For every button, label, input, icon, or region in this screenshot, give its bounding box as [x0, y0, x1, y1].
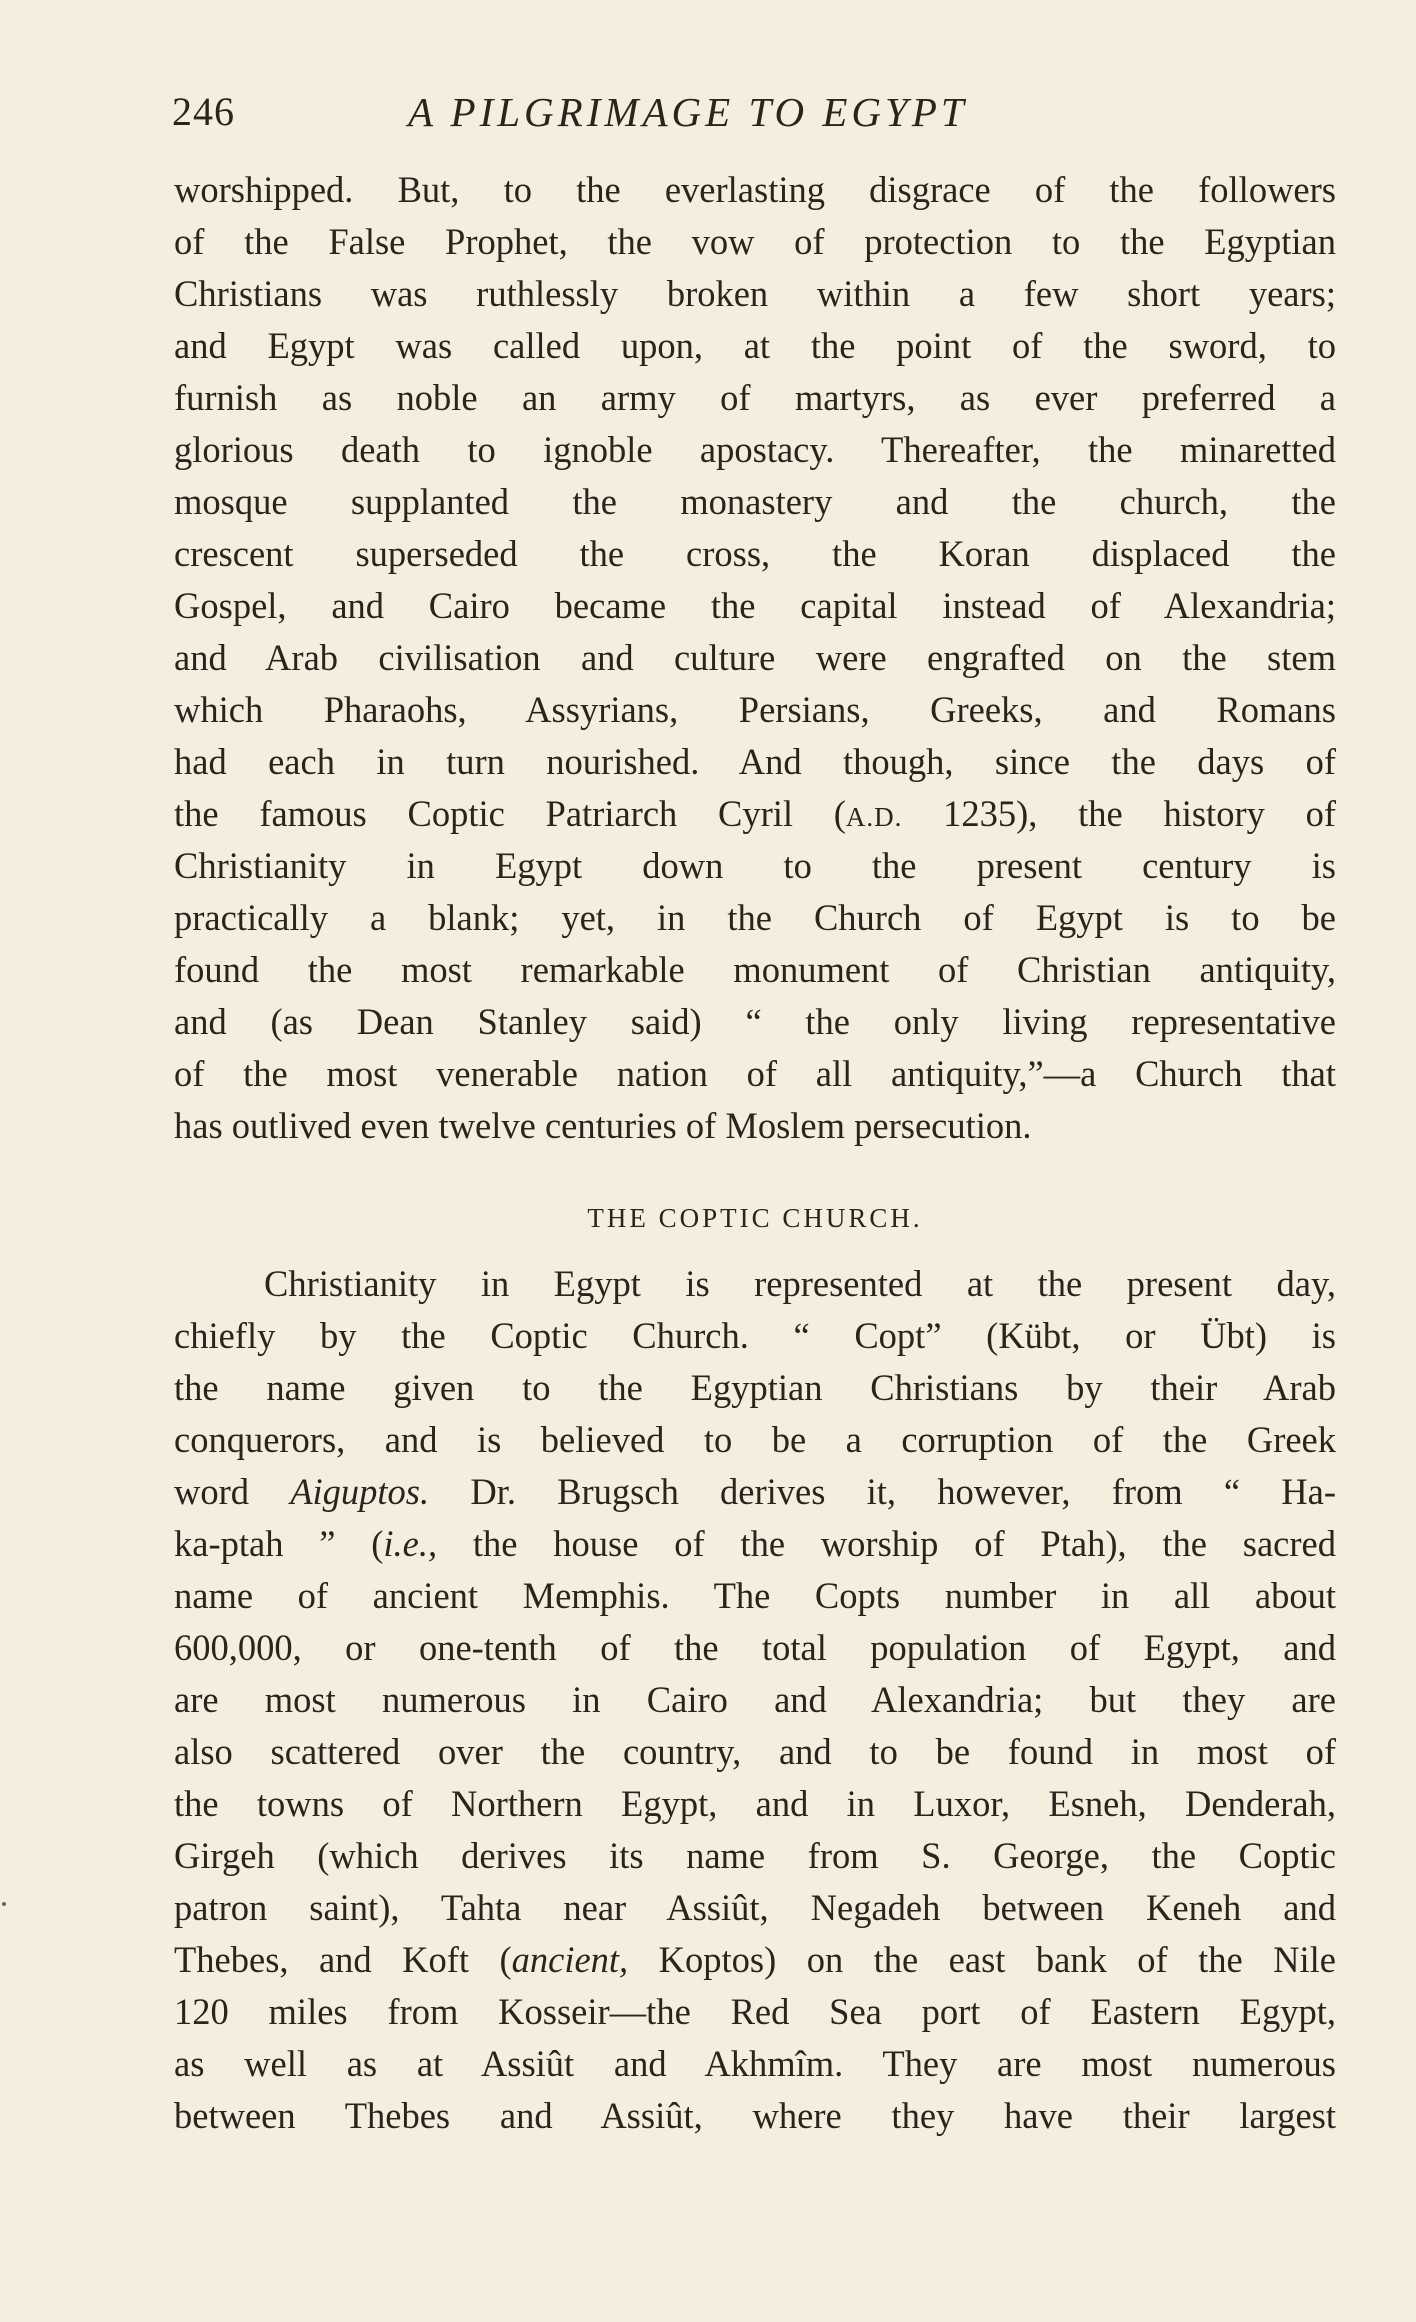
- text-line: Christianity in Egypt down to the present century is: [174, 845, 1336, 886]
- text-run: Dr. Brugsch derives it, however, from “ Ha-: [429, 1471, 1337, 1512]
- text-line: has outlived even twelve centuries of Moslem persecution.: [174, 1105, 1032, 1146]
- text-line: name of ancient Memphis. The Copts number in all about: [174, 1575, 1336, 1616]
- text-line: [174, 1934, 1336, 1986]
- text-line: of the False Prophet, the vow of protection to the Egyptian: [174, 221, 1336, 262]
- text-line: chiefly by the Coptic Church. “ Copt” (Kübt, or Übt) is: [174, 1315, 1336, 1356]
- running-title: A PILGRIMAGE TO EGYPT: [408, 89, 968, 135]
- text-line: practically a blank; yet, in the Church of Egypt is to be: [174, 897, 1336, 938]
- text-line: furnish as noble an army of martyrs, as ever preferred a: [174, 377, 1336, 418]
- italic-word: ancient,: [511, 1939, 629, 1980]
- text-run: Thebes, and Koft (: [174, 1939, 512, 1980]
- text-line: [174, 788, 1336, 840]
- text-line: conquerors, and is believed to be a corruption of the Greek: [174, 1419, 1336, 1460]
- text-run: Koptos) on the east bank of the Nile: [628, 1939, 1336, 1980]
- text-line: glorious death to ignoble apostacy. Thereafter, the minaretted: [174, 429, 1336, 470]
- text-run: word: [174, 1471, 291, 1512]
- text-line: the towns of Northern Egypt, and in Luxor, Esneh, Denderah,: [174, 1783, 1336, 1824]
- text-line: Christians was ruthlessly broken within a few short years;: [174, 273, 1336, 314]
- text-line: as well as at Assiût and Akhmîm. They are most numerous: [174, 2043, 1336, 2084]
- text-line: Gospel, and Cairo became the capital instead of Alexandria;: [174, 585, 1336, 626]
- text-line: and (as Dean Stanley said) “ the only living representative: [174, 1001, 1336, 1042]
- text-line: and Egypt was called upon, at the point of the sword, to: [174, 325, 1336, 366]
- text-line: patron saint), Tahta near Assiût, Negadeh between Keneh and: [174, 1887, 1336, 1928]
- text-line: worshipped. But, to the everlasting disgrace of the followers: [174, 169, 1336, 210]
- italic-word: Aiguptos.: [290, 1471, 430, 1512]
- text-line: Girgeh (which derives its name from S. George, the Coptic: [174, 1835, 1336, 1876]
- text-line: Christianity in Egypt is represented at the present day,: [264, 1263, 1336, 1304]
- text-line: are most numerous in Cairo and Alexandria; but they are: [174, 1679, 1336, 1720]
- text-line: [174, 1466, 1336, 1518]
- text-line: found the most remarkable monument of Christian antiquity,: [174, 949, 1336, 990]
- text-run: 1235), the history of: [902, 793, 1336, 834]
- text-line: [174, 1518, 1336, 1570]
- margin-speck: [2, 1902, 6, 1906]
- text-line: and Arab civilisation and culture were engrafted on the stem: [174, 637, 1336, 678]
- text-line: of the most venerable nation of all antiquity,”—a Church that: [174, 1053, 1336, 1094]
- paragraph-1: [174, 164, 1336, 1152]
- text-run: the house of the worship of Ptah), the sacred: [437, 1523, 1336, 1564]
- text-line: crescent superseded the cross, the Koran displaced the: [174, 533, 1336, 574]
- text-line: between Thebes and Assiût, where they have their largest: [174, 2095, 1336, 2136]
- running-head: [172, 82, 1338, 142]
- text-run: ka-ptah ” (: [174, 1523, 384, 1564]
- text-line: 600,000, or one-tenth of the total population of Egypt, and: [174, 1627, 1336, 1668]
- text-line: the name given to the Egyptian Christians by their Arab: [174, 1367, 1336, 1408]
- section-heading: THE COPTIC CHURCH.: [587, 1203, 923, 1233]
- text-line: 120 miles from Kosseir—the Red Sea port of Eastern Egypt,: [174, 1991, 1336, 2032]
- italic-word: i.e.,: [383, 1523, 438, 1564]
- text-line: which Pharaohs, Assyrians, Persians, Greeks, and Romans: [174, 689, 1336, 730]
- small-caps-date: A.D.: [845, 802, 903, 832]
- text-line: also scattered over the country, and to be found in most of: [174, 1731, 1336, 1772]
- paragraph-2: [174, 1258, 1336, 2142]
- page-number: 246: [172, 89, 235, 134]
- text-run: the famous Coptic Patriarch Cyril (: [174, 793, 846, 834]
- text-line: mosque supplanted the monastery and the church, the: [174, 481, 1336, 522]
- text-line: had each in turn nourished. And though, since the days of: [174, 741, 1336, 782]
